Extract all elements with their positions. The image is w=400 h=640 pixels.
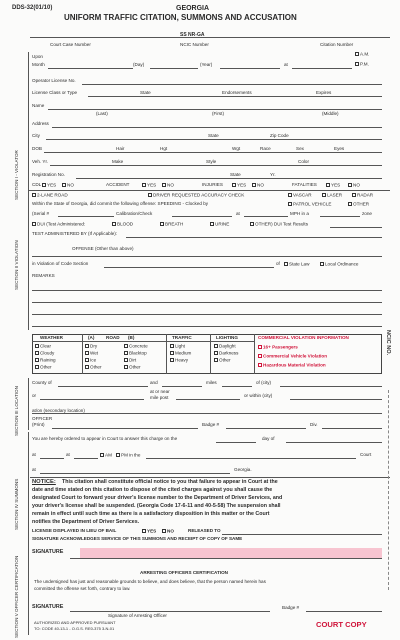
notice-line-3: designated Court to forward your driver's license number to the Department of Driver Services, and [32, 495, 283, 501]
cdl-label: CDL [32, 182, 42, 187]
road-ice[interactable]: Ice [85, 358, 96, 363]
license-lieu-label: LICENSE DISPLAYED IN LIEU OF BAIL [32, 528, 117, 533]
test-admin-field[interactable] [126, 237, 382, 238]
weather-clear[interactable]: Clear [35, 344, 51, 349]
lighting-other[interactable]: Other [214, 358, 231, 363]
at-label: at [284, 62, 288, 67]
georgia-label: Georgia. [234, 467, 252, 472]
acknowledge-text: SIGNATURE ACKNOWLEDGES SERVICE OF THIS SUMMONS AND RECEIPT OF COPY OF SAME [32, 536, 243, 541]
div-field[interactable] [322, 428, 382, 429]
commercial-title: COMMERCIAL VIOLATION INFORMATION [258, 335, 349, 340]
two-lane-checkbox[interactable]: 2-LANE ROAD [32, 193, 68, 198]
address-field[interactable] [52, 127, 382, 128]
zone-field[interactable] [320, 216, 360, 217]
div-label: Div. [310, 422, 318, 427]
section-2-label: SECTION II VIOLATION [14, 240, 19, 290]
traffic-header: TRAFFIC [172, 335, 192, 340]
section-5-label: SECTION V OFFICER CERTIFICATION [14, 555, 19, 638]
of-city-label: of (city) [256, 380, 272, 385]
height-label: Hgt [160, 146, 168, 151]
appear-day-field[interactable] [216, 442, 256, 443]
city-state-label: State [208, 133, 219, 138]
officer-label: OFFICER [32, 416, 53, 421]
notice-line-6: notifies the Department of Driver Services. [32, 519, 140, 525]
lighting-header: LIGHTING [216, 335, 238, 340]
year-field[interactable] [220, 68, 280, 69]
court-at-label: at [32, 467, 36, 472]
notice-line-1: This citation shall constitute official notice to you that failure to appear in Court at the [62, 479, 278, 485]
dui-checkbox[interactable]: DUI (Test Administered: [32, 222, 85, 227]
notice-line-5: remain in effect until such time as there is a satisfactory disposition in this matter or the Court [32, 511, 270, 517]
make-label: Make [112, 159, 124, 164]
breath-checkbox[interactable]: BREATH [160, 222, 183, 227]
day-field[interactable] [150, 68, 198, 69]
section-divider [28, 190, 390, 191]
sex-label: Sex [296, 146, 304, 151]
speeding-text: Within the State of Georgia, did commit the following offense: SPEEDING - Clocked by [32, 201, 209, 206]
year-field[interactable] [40, 458, 64, 459]
operator-license-field[interactable] [82, 84, 382, 85]
section-rule [28, 378, 29, 430]
serial-field[interactable] [58, 216, 114, 217]
grid-rule [210, 334, 211, 374]
patrol-vehicle-checkbox[interactable]: PATROL VEHICLE [288, 202, 331, 207]
ncic-margin-label: NCIC NO. [385, 330, 391, 356]
section-3-label: SECTION III LOCATION [14, 386, 19, 436]
authorized-text: AUTHORIZED AND APPROVED PURSUANT [34, 620, 116, 625]
license-class-label: License Class or Type [32, 90, 78, 95]
officer-name-field[interactable] [52, 428, 198, 429]
traffic-light[interactable]: Light [170, 344, 185, 349]
road-a-other[interactable]: Other [85, 365, 102, 370]
or-label: or [32, 393, 37, 398]
officer-signature-label: SIGNATURE [32, 604, 64, 610]
road-field[interactable] [40, 399, 144, 400]
lighting-daylight[interactable]: Daylight [214, 344, 236, 349]
vehicle-year-label: Veh. Yr. [32, 159, 49, 164]
section-rule [28, 565, 29, 635]
upon-label: Upon [32, 54, 43, 59]
certification-text-2: committed the offense set forth, contrary to law. [34, 586, 131, 591]
weather-other[interactable]: Other [35, 365, 52, 370]
license-row-field[interactable] [88, 96, 382, 97]
within-city-label: or within (city) [244, 393, 273, 398]
road-a-header: (A) [88, 335, 95, 340]
color-label: Color [298, 159, 309, 164]
expires-label: Expires [316, 90, 332, 95]
form-state: GEORGIA [176, 5, 210, 12]
name-label: Name [32, 103, 45, 108]
officer-signature-caption: Signature of Arresting Officer [108, 613, 167, 618]
appear-text: You are hereby ordered to appear in Court to answer this charge on the [32, 436, 178, 441]
weather-header: WEATHER [40, 335, 63, 340]
certification-text-1: The undersigned has just and reasonable grounds to believe, and does believe, that the person named herein has [34, 579, 266, 584]
address-label: Address [32, 121, 49, 126]
month-field[interactable] [48, 68, 133, 69]
radar-checkbox[interactable]: RADAR [352, 193, 373, 198]
accident-yes-checkbox[interactable]: YES [142, 183, 156, 188]
cdl-yes-checkbox[interactable]: YES [42, 183, 56, 188]
hair-label: Hair [116, 146, 125, 151]
registration-label: Registration No. [32, 172, 65, 177]
fatalities-label: FATALITIES [292, 182, 317, 187]
and-label: and [150, 380, 158, 385]
county-label: County of [32, 380, 52, 385]
road-dry[interactable]: Dry [85, 344, 97, 349]
city-field[interactable] [46, 139, 382, 140]
divider [30, 477, 390, 478]
section-rule [28, 432, 29, 570]
right-margin-rule [388, 390, 389, 590]
released-to-field[interactable] [222, 534, 382, 535]
serial-label: (Serial # [32, 211, 50, 216]
urine-checkbox[interactable]: URINE [210, 222, 229, 227]
mph-label: MPH in a [290, 211, 309, 216]
offense-field[interactable] [32, 256, 382, 257]
secondary-location-label: at/on (secondary location) [32, 408, 85, 413]
other-test-checkbox[interactable]: OTHER) DUI Test Results [250, 222, 308, 227]
court-am-checkbox[interactable]: AM [100, 453, 112, 458]
road-concrete[interactable]: Concrete [124, 344, 148, 349]
calibration-label: Calibration/Check [116, 211, 153, 216]
traffic-heavy[interactable]: Heavy [170, 358, 188, 363]
court-case-label: Court Case Number [50, 42, 91, 47]
lieu-yes-checkbox[interactable]: YES [142, 529, 156, 534]
officer-badge-field[interactable] [306, 611, 382, 612]
road-dirt[interactable]: Dirt [124, 358, 136, 363]
at-near-label: at or near [150, 389, 170, 394]
lighting-darkness[interactable]: Darkness [214, 351, 238, 356]
accuracy-check-checkbox[interactable]: DRIVER REQUESTED ACCURACY CHECK [148, 193, 244, 198]
traffic-medium[interactable]: Medium [170, 351, 191, 356]
grid-rule [82, 334, 83, 374]
reg-year-label: Yr. [270, 172, 276, 177]
state-law-checkbox[interactable]: State Law [284, 262, 309, 267]
grid-rule [254, 334, 255, 374]
registration-field[interactable] [76, 178, 382, 179]
remarks-line-1[interactable] [32, 290, 382, 291]
badge-field[interactable] [226, 428, 306, 429]
zone-label: zone [362, 211, 372, 216]
local-ordinance-checkbox[interactable]: Local Ordinance [320, 262, 358, 267]
speed-at-label: at [236, 211, 240, 216]
lieu-no-checkbox[interactable]: NO [162, 529, 174, 534]
fatalities-yes-checkbox[interactable]: YES [326, 183, 340, 188]
court-pm-checkbox[interactable]: PM in the [116, 453, 140, 458]
remarks-line-4[interactable] [32, 326, 382, 327]
road-header: ROAD [106, 335, 120, 340]
time-at-label: at [66, 452, 70, 457]
section-1-label: SECTION I - VIOLATOR [14, 150, 19, 200]
print-label: (Print) [32, 422, 45, 427]
badge-label: Badge # [202, 422, 220, 427]
vehicle-field[interactable] [50, 165, 382, 166]
mile-post-label: mile post [150, 395, 169, 400]
notice-line-2: date and time stated on this citation to dispose of the cited charges against you shall cause the [32, 487, 273, 493]
court-copy-label: COURT COPY [316, 620, 367, 629]
divider [30, 37, 390, 38]
accident-no-checkbox[interactable]: NO [162, 183, 174, 188]
injuries-no-checkbox[interactable]: NO [252, 183, 264, 188]
weather-cloudy[interactable]: Cloudy [35, 351, 54, 356]
race-label: Race [260, 146, 271, 151]
county-field[interactable] [58, 386, 148, 387]
last-name-label: (Last) [96, 111, 108, 116]
road-wet[interactable]: Wet [85, 351, 98, 356]
of-label: of [276, 261, 280, 266]
year-label: (Year) [200, 62, 213, 67]
first-name-label: (First) [212, 111, 224, 116]
court-name-field[interactable] [146, 458, 356, 459]
calibration-field[interactable] [172, 216, 232, 217]
fatalities-no-checkbox[interactable]: NO [348, 183, 360, 188]
section-rule [28, 190, 29, 330]
of-city-field[interactable] [280, 386, 382, 387]
speed-field[interactable] [244, 216, 288, 217]
operator-license-label: Operator License No. [32, 78, 76, 83]
commercial-hazmat[interactable]: Hazardous Material Violation [258, 363, 326, 368]
blood-checkbox[interactable]: BLOOD [112, 222, 133, 227]
miles-label: miles [206, 380, 217, 385]
section-4-label: SECTION IV SUMMONS [14, 478, 19, 530]
style-label: Style [206, 159, 217, 164]
other-device-checkbox[interactable]: OTHER [348, 202, 369, 207]
commercial-vehicle[interactable]: Commercial Vehicle Violation [258, 354, 327, 359]
time-field[interactable] [292, 68, 352, 69]
form-number: DDS-32(01/10) [12, 5, 53, 11]
injuries-yes-checkbox[interactable]: YES [232, 183, 246, 188]
grid-rule [32, 341, 254, 342]
city-label: City [32, 133, 40, 138]
notice-label: NOTICE: [32, 479, 56, 485]
vascar-checkbox[interactable]: VASCAR [288, 193, 312, 198]
commercial-passengers[interactable]: 16+ Passengers [258, 345, 298, 350]
middle-name-label: (Middle) [322, 111, 339, 116]
court-label: Court [360, 452, 372, 457]
court-address-field[interactable] [40, 473, 230, 474]
endorsements-label: Endorsements [222, 90, 252, 95]
appear-month-field[interactable] [286, 442, 382, 443]
weight-label: Wgt [232, 146, 241, 151]
time-field[interactable] [74, 458, 98, 459]
pm-checkbox[interactable]: P.M. [355, 62, 369, 67]
released-to-label: RELEASED TO [188, 528, 221, 533]
officer-signature-field[interactable] [70, 611, 270, 612]
reg-state-label: State [230, 172, 241, 177]
miles-field[interactable] [222, 386, 252, 387]
test-admin-label: TEST ADMINISTERED BY (If Applicable): [32, 231, 118, 236]
secondary-location-field[interactable] [32, 413, 382, 414]
laser-checkbox[interactable]: LASER [322, 193, 342, 198]
road-b-other[interactable]: Other [124, 365, 141, 370]
road-blacktop[interactable]: Blacktop [124, 351, 147, 356]
road-b-header: (B) [128, 335, 135, 340]
certification-title: ARRESTING OFFICERS CERTIFICATION [140, 570, 228, 575]
dob-label: DOB [32, 146, 42, 151]
dui-results-field[interactable] [330, 227, 382, 228]
authorized-code: TO: CODE 40-13-1 - O.G.S. RE0-375 3-N-01 [34, 626, 115, 631]
violator-signature-label: SIGNATURE [32, 549, 64, 555]
citation-label: Citation Number [320, 42, 354, 47]
and-field[interactable] [162, 386, 202, 387]
zip-label: Zip Code [270, 133, 289, 138]
serial-number: SS NR-GA [180, 32, 205, 38]
violator-signature-field[interactable] [70, 558, 382, 559]
signature-band [80, 548, 382, 558]
description-field[interactable] [44, 152, 382, 153]
cdl-no-checkbox[interactable]: NO [62, 183, 74, 188]
form-title: UNIFORM TRAFFIC CITATION, SUMMONS AND ACCUSATION [64, 13, 297, 22]
month-label: Month [32, 62, 45, 67]
grid-rule [166, 334, 167, 374]
name-field[interactable] [48, 109, 382, 110]
injuries-label: INJURIES [202, 182, 223, 187]
within-city-field[interactable] [290, 399, 382, 400]
offense-label: OFFENSE (Other than above) [72, 246, 134, 251]
accident-label: ACCIDENT [106, 182, 130, 187]
remarks-label: REMARKS [32, 273, 55, 278]
day-label: (Day) [133, 62, 145, 67]
code-section-field[interactable] [104, 267, 274, 268]
notice-line-4: your driver's license shall be suspended. (Georgia Code 17-6-11 and 40-5-58) The suspension shall [32, 503, 281, 509]
remarks-line-2[interactable] [32, 302, 382, 303]
mile-post-field[interactable] [176, 399, 240, 400]
remarks-line-3[interactable] [32, 314, 382, 315]
day-of-label: day of [262, 436, 275, 441]
code-section-label: in Violation of Code Section [32, 261, 89, 266]
weather-raining[interactable]: Raining [35, 358, 56, 363]
license-state-label: State [140, 90, 151, 95]
am-checkbox[interactable]: A.M. [355, 52, 369, 57]
year-at-label: at [32, 452, 36, 457]
officer-badge-label: Badge # [282, 605, 300, 610]
eyes-label: Eyes [334, 146, 345, 151]
ncic-label: NCIC Number [180, 42, 209, 47]
